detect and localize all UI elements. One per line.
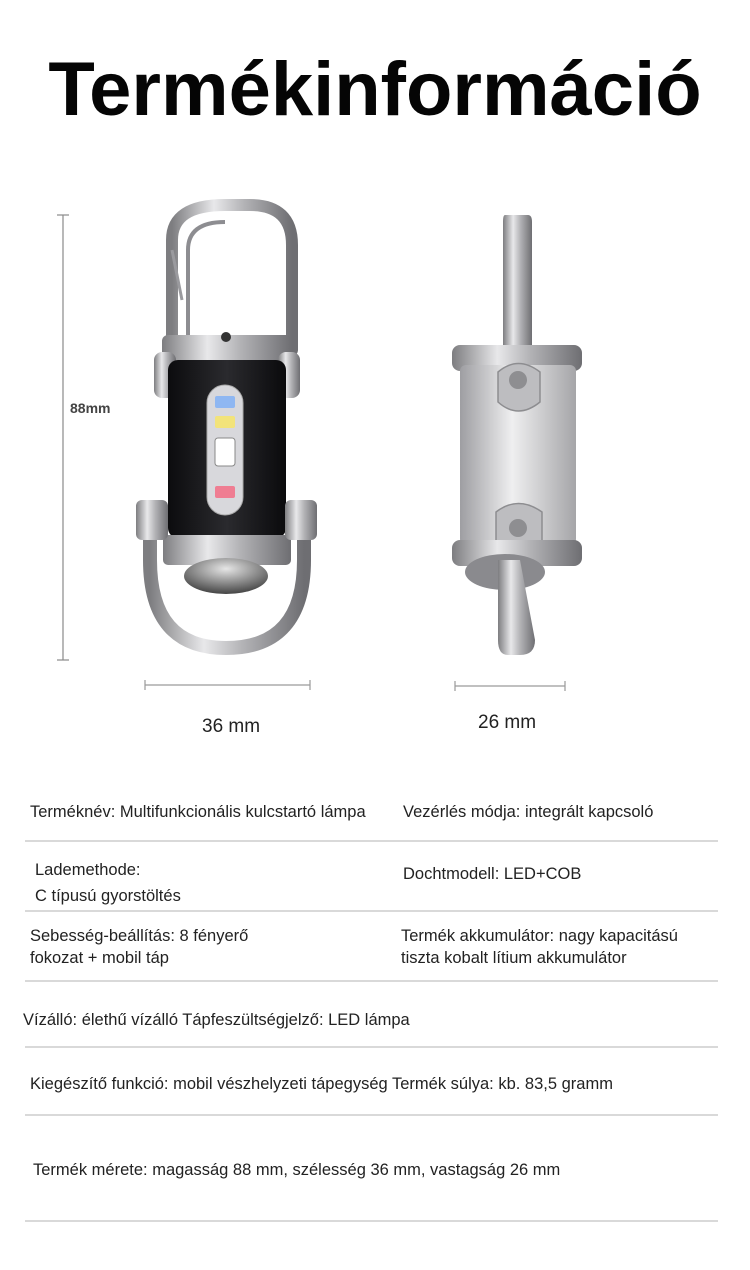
spec-battery-line1: Termék akkumulátor: nagy kapacitású — [401, 927, 678, 945]
keychain-lamp-side-view — [452, 215, 582, 655]
spec-waterproof-indicator: Vízálló: élethű vízálló Tápfeszültségjelző: LED lámpa — [23, 1011, 410, 1029]
front-width-dimension-line — [145, 680, 310, 690]
spec-brightness-line1: Sebesség-beállítás: 8 fényerő — [30, 927, 249, 945]
height-dimension-line — [57, 215, 69, 660]
spec-product-name: Terméknév: Multifunkcionális kulcstartó lámpa — [30, 803, 366, 821]
keychain-lamp-front-view — [136, 205, 317, 648]
spec-dimensions: Termék mérete: magasság 88 mm, szélesség 36 mm, vastagság 26 mm — [33, 1161, 561, 1179]
spec-wick-model: Dochtmodell: LED+COB — [403, 865, 582, 883]
side-width-dimension-line — [455, 681, 565, 691]
product-illustration — [0, 180, 750, 740]
spec-row — [25, 1048, 718, 1116]
spec-row — [25, 982, 718, 1048]
product-figure — [0, 180, 750, 740]
spec-battery-line2: tiszta kobalt lítium akkumulátor — [401, 949, 627, 967]
side-width-label: 26 mm — [478, 712, 537, 733]
spec-row — [25, 912, 718, 982]
page-title: Termékinformáció — [48, 47, 702, 132]
spec-brightness-line2: fokozat + mobil táp — [30, 949, 169, 967]
spec-extra-function-weight: Kiegészítő funkció: mobil vészhelyzeti tápegység Termék súlya: kb. 83,5 gramm — [30, 1075, 613, 1093]
front-width-label: 36 mm — [202, 716, 261, 737]
spec-charging-method-value: C típusú gyorstöltés — [35, 887, 181, 905]
spec-row — [25, 1116, 718, 1222]
spec-row — [25, 842, 718, 912]
height-label: 88mm — [70, 400, 111, 416]
spec-charging-method-label: Lademethode: — [35, 861, 141, 879]
spec-row — [25, 790, 718, 842]
spec-control-mode: Vezérlés módja: integrált kapcsoló — [403, 803, 654, 821]
